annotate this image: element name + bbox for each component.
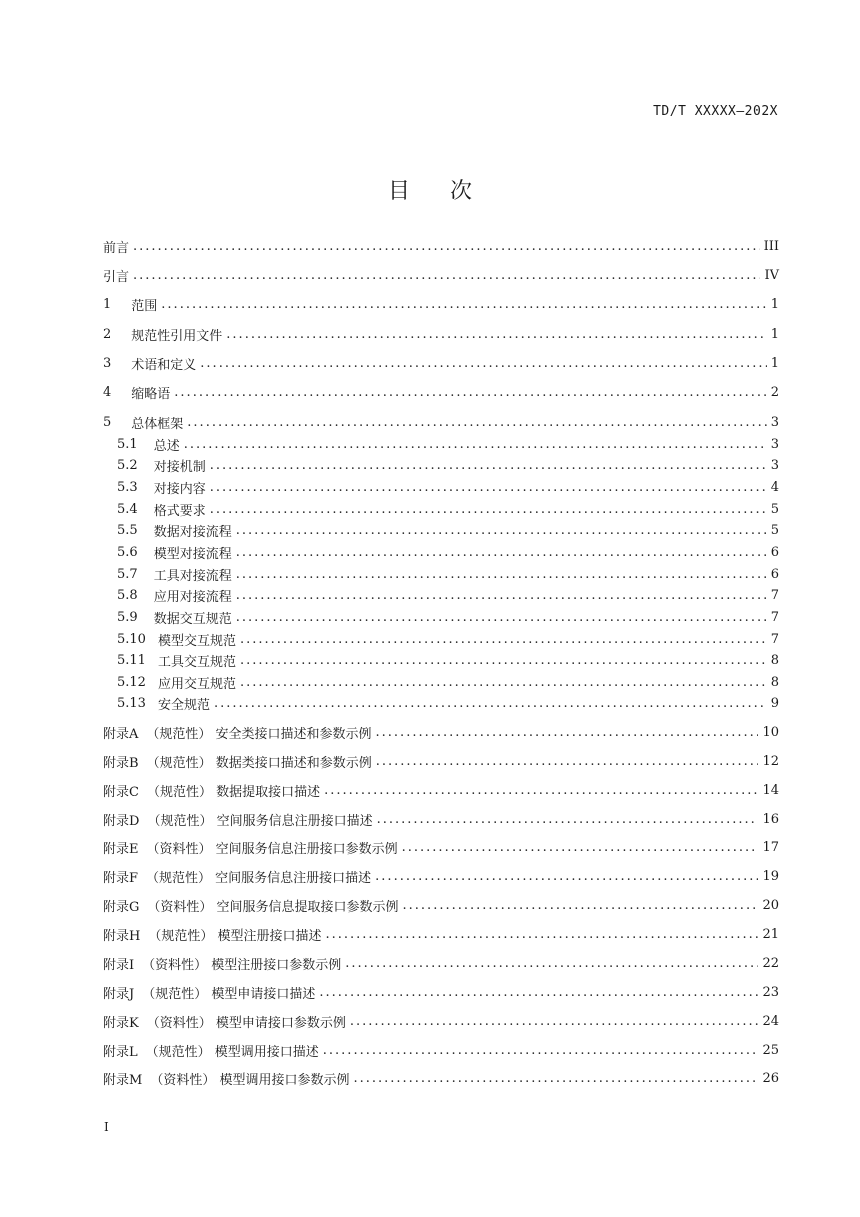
toc-entry[interactable] — [117, 435, 779, 453]
toc-leader-dots — [187, 415, 766, 430]
toc-entry-number: 附录L — [103, 1044, 138, 1060]
toc-entry-number: 附录G — [103, 899, 140, 915]
toc-entry-page: 3 — [770, 414, 779, 430]
toc-entry-page: 10 — [762, 724, 779, 740]
toc-entry[interactable] — [103, 1069, 779, 1087]
toc-leader-dots — [376, 754, 759, 769]
toc-leader-dots — [236, 545, 767, 560]
toc-leader-dots — [161, 297, 766, 312]
toc-leader-dots — [133, 239, 760, 254]
toc-entry-number: 附录D — [103, 813, 140, 829]
toc-entry-label: 对接内容 — [153, 481, 206, 497]
toc-entry-number: 2 — [103, 326, 112, 342]
toc-entry-number: 附录B — [103, 755, 139, 771]
toc-entry-page: 1 — [770, 326, 779, 342]
toc-leader-dots — [345, 956, 758, 971]
toc-entry-page: 26 — [762, 1070, 779, 1086]
toc-entry-label: （规范性） 数据类接口描述和参数示例 — [146, 755, 372, 771]
toc-entry-number: 5.2 — [117, 457, 138, 473]
toc-entry[interactable] — [103, 954, 779, 972]
toc-entry-label: 范围 — [131, 298, 158, 314]
toc-entry-label: （资料性） 模型注册接口参数示例 — [142, 957, 342, 973]
toc-entry-number: 1 — [103, 296, 112, 312]
toc-entry-label: 安全规范 — [157, 697, 210, 713]
toc-leader-dots — [319, 985, 758, 1000]
toc-entry[interactable] — [103, 983, 779, 1001]
toc-entry-number: 5.5 — [117, 522, 138, 538]
toc-entry-label: 格式要求 — [153, 503, 206, 519]
page-number: I — [104, 1120, 109, 1134]
toc-entry-label: 工具交互规范 — [157, 654, 236, 670]
toc-entry-label: 数据对接流程 — [153, 524, 232, 540]
toc-leader-dots — [324, 783, 758, 798]
toc-leader-dots — [325, 927, 758, 942]
toc-entry-page: 24 — [762, 1013, 779, 1029]
toc-entry-number: 附录A — [103, 726, 139, 742]
toc-entry-page: 6 — [770, 566, 779, 582]
toc-entry-label: （规范性） 安全类接口描述和参数示例 — [146, 726, 372, 742]
toc-entry-number: 附录I — [103, 957, 135, 973]
toc-entry-label: 模型对接流程 — [153, 546, 232, 562]
document-code: TD/T XXXXX—202X — [653, 104, 778, 119]
toc-entry-label: （规范性） 模型调用接口描述 — [145, 1044, 319, 1060]
toc-entry[interactable] — [103, 838, 779, 856]
toc-entry-number: 5.4 — [117, 501, 138, 517]
toc-entry-label: 模型交互规范 — [157, 633, 236, 649]
toc-entry-page: 22 — [762, 955, 779, 971]
toc-entry-number: 4 — [103, 384, 112, 400]
toc-leader-dots — [240, 675, 767, 690]
toc-entry-page: 16 — [762, 811, 779, 827]
toc-entry-page: 14 — [762, 782, 779, 798]
toc-entry-number: 5.6 — [117, 544, 138, 560]
toc-entry[interactable] — [103, 1012, 779, 1030]
toc-entry-label: （规范性） 空间服务信息注册接口描述 — [146, 870, 372, 886]
toc-entry[interactable] — [103, 325, 779, 343]
toc-entry-page: 20 — [762, 897, 779, 913]
toc-entry[interactable] — [103, 896, 779, 914]
toc-leader-dots — [376, 725, 759, 740]
toc-entry-page: 17 — [762, 839, 779, 855]
toc-entry[interactable] — [103, 752, 779, 770]
toc-entry-page: 3 — [770, 436, 779, 452]
toc-entry-page: 8 — [770, 652, 779, 668]
toc-leader-dots — [323, 1043, 759, 1058]
toc-entry-page: 6 — [770, 544, 779, 560]
toc-entry-number: 附录H — [103, 928, 141, 944]
toc-entry-label: 术语和定义 — [131, 357, 197, 373]
toc-entry-number: 5 — [103, 414, 112, 430]
toc-entry-number: 5.1 — [117, 436, 138, 452]
toc-entry-number: 附录C — [103, 784, 139, 800]
toc-entry[interactable] — [103, 1041, 779, 1059]
toc-entry-number: 5.12 — [117, 674, 146, 690]
toc-leader-dots — [226, 327, 766, 342]
toc-entry-label: 规范性引用文件 — [131, 328, 223, 344]
toc-leader-dots — [236, 523, 767, 538]
toc-entry-page: 2 — [770, 384, 779, 400]
toc-entry-number: 5.9 — [117, 609, 138, 625]
toc-entry[interactable] — [117, 651, 779, 669]
toc-entry[interactable] — [103, 237, 779, 255]
toc-entry[interactable] — [117, 500, 779, 518]
toc-entry[interactable] — [117, 673, 779, 691]
toc-leader-dots — [200, 356, 766, 371]
toc-entry-label: 数据交互规范 — [153, 611, 232, 627]
toc-leader-dots — [240, 653, 767, 668]
toc-entry-number: 3 — [103, 355, 112, 371]
toc-leader-dots — [174, 385, 766, 400]
toc-entry-number: 5.10 — [117, 631, 146, 647]
toc-entry[interactable] — [103, 383, 779, 401]
toc-leader-dots — [236, 567, 767, 582]
toc-entry-page: 9 — [770, 695, 779, 711]
toc-entry-number: 5.8 — [117, 587, 138, 603]
toc-leader-dots — [240, 632, 767, 647]
toc-entry-page: 12 — [762, 753, 779, 769]
toc-entry[interactable] — [103, 295, 779, 313]
toc-entry-page: III — [763, 238, 779, 254]
toc-entry-number: 附录J — [103, 986, 135, 1002]
toc-entry-label: （规范性） 空间服务信息注册接口描述 — [147, 813, 373, 829]
toc-entry-label: 总述 — [153, 438, 180, 454]
page-title: 目次 — [387, 179, 512, 204]
toc-entry-label: 总体框架 — [131, 416, 184, 432]
toc-entry-page: IV — [764, 267, 779, 283]
toc-entry-page: 1 — [770, 355, 779, 371]
toc-leader-dots — [402, 840, 759, 855]
toc-entry-label: 应用交互规范 — [157, 676, 236, 692]
toc-leader-dots — [353, 1071, 758, 1086]
toc-entry[interactable] — [117, 694, 779, 712]
toc-leader-dots — [236, 610, 767, 625]
toc-leader-dots — [377, 812, 759, 827]
toc-leader-dots — [350, 1014, 759, 1029]
toc-entry-page: 8 — [770, 674, 779, 690]
toc-entry[interactable] — [103, 266, 779, 284]
toc-entry[interactable] — [103, 723, 779, 741]
toc-entry-label: 引言 — [103, 269, 130, 285]
toc-entry-page: 5 — [770, 501, 779, 517]
toc-entry-number: 附录M — [103, 1072, 143, 1088]
toc-entry-label: 前言 — [103, 240, 130, 256]
toc-entry-page: 7 — [770, 587, 779, 603]
toc-entry-number: 附录E — [103, 841, 139, 857]
toc-entry-label: （规范性） 数据提取接口描述 — [146, 784, 321, 800]
toc-entry[interactable] — [103, 867, 779, 885]
toc-leader-dots — [184, 437, 767, 452]
toc-leader-dots — [214, 696, 767, 711]
toc-entry-page: 19 — [762, 868, 779, 884]
toc-entry-number: 附录K — [103, 1015, 139, 1031]
toc-entry-label: 应用对接流程 — [153, 589, 232, 605]
toc-entry[interactable] — [117, 478, 779, 496]
toc-entry[interactable] — [117, 456, 779, 474]
toc-leader-dots — [210, 502, 767, 517]
toc-entry[interactable] — [117, 630, 779, 648]
toc-entry[interactable] — [117, 543, 779, 561]
toc-entry-page: 23 — [762, 984, 779, 1000]
toc-entry[interactable] — [117, 586, 779, 604]
toc-entry[interactable] — [117, 608, 779, 626]
toc-entry[interactable] — [117, 521, 779, 539]
toc-leader-dots — [133, 268, 760, 283]
toc-entry[interactable] — [117, 565, 779, 583]
toc-entry-label: （规范性） 模型注册接口描述 — [148, 928, 322, 944]
toc-entry[interactable] — [103, 810, 779, 828]
toc-entry-number: 附录F — [103, 870, 139, 886]
toc-entry-label: （资料性） 模型调用接口参数示例 — [150, 1072, 350, 1088]
toc-entry-page: 3 — [770, 457, 779, 473]
toc-entry[interactable] — [103, 781, 779, 799]
toc-entry-page: 4 — [770, 479, 779, 495]
toc-entry-label: （资料性） 空间服务信息提取接口参数示例 — [147, 899, 399, 915]
toc-entry-page: 1 — [770, 296, 779, 312]
toc-entry-label: （资料性） 空间服务信息注册接口参数示例 — [146, 841, 398, 857]
toc-entry-page: 5 — [770, 522, 779, 538]
toc-entry-page: 7 — [770, 631, 779, 647]
toc-leader-dots — [236, 588, 767, 603]
toc-leader-dots — [210, 480, 767, 495]
toc-entry-label: （资料性） 模型申请接口参数示例 — [146, 1015, 346, 1031]
toc-entry-page: 7 — [770, 609, 779, 625]
toc-entry-number: 5.3 — [117, 479, 138, 495]
toc-entry-label: 缩略语 — [131, 386, 171, 402]
toc-entry-number: 5.11 — [117, 652, 146, 668]
toc-entry-page: 25 — [762, 1042, 779, 1058]
toc-entry[interactable] — [103, 413, 779, 431]
toc-entry-label: 工具对接流程 — [153, 568, 232, 584]
toc-entry-number: 5.7 — [117, 566, 138, 582]
toc-entry-number: 5.13 — [117, 695, 146, 711]
toc-leader-dots — [375, 869, 758, 884]
toc-entry-label: 对接机制 — [153, 459, 206, 475]
toc-entry-label: （规范性） 模型申请接口描述 — [142, 986, 316, 1002]
toc-entry-page: 21 — [762, 926, 779, 942]
toc-entry[interactable] — [103, 925, 779, 943]
toc-entry[interactable] — [103, 354, 779, 372]
toc-leader-dots — [210, 458, 767, 473]
toc-leader-dots — [403, 898, 759, 913]
